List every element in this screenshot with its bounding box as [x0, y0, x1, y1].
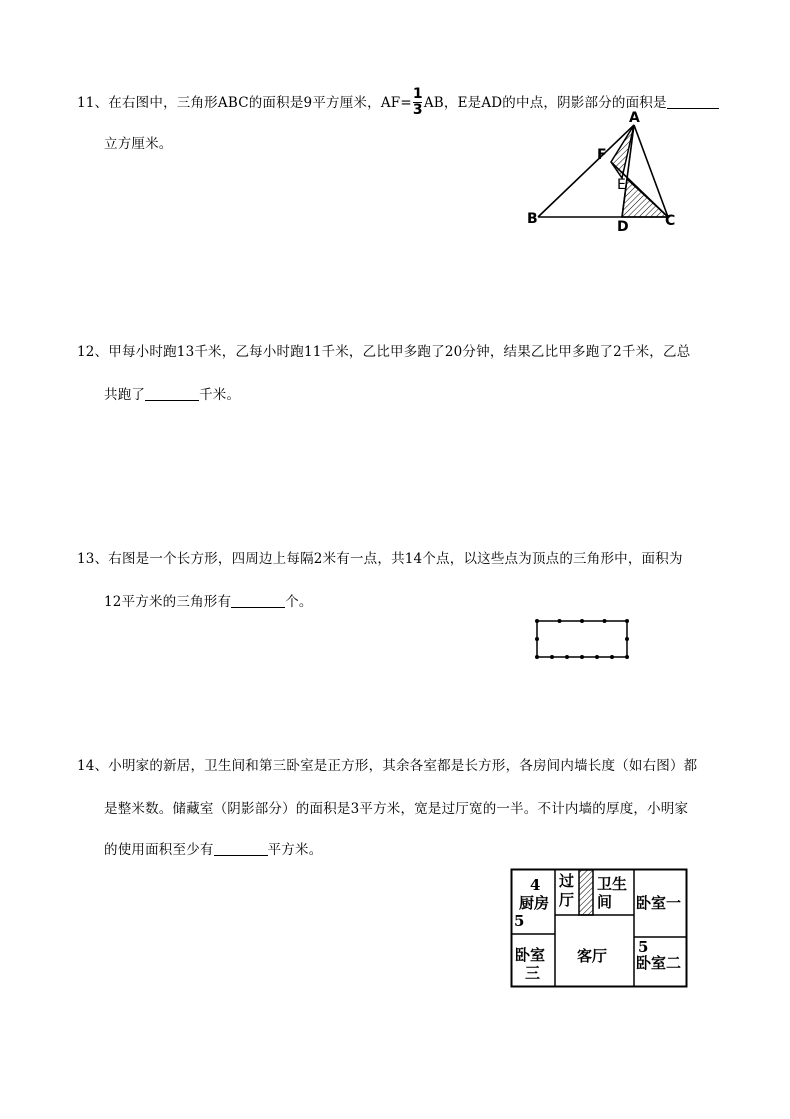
q12-text: 甲每小时跑13千米，乙每小时跑11千米，乙比甲多跑了20分钟，结果乙比甲多跑了2千米，乙总: [108, 344, 691, 360]
q13-dot: [535, 619, 539, 623]
q13-rectangle: [537, 621, 627, 657]
q11-label-d: D: [617, 219, 629, 235]
q13-dot: [625, 655, 629, 659]
q13-dot: [625, 619, 629, 623]
q11-label-a: A: [629, 110, 640, 126]
q13-line2-before: 12平方米的三角形有: [104, 594, 232, 610]
q14-line3: [104, 838, 322, 858]
q13-dot: [610, 655, 614, 659]
q12-answer-blank[interactable]: [145, 386, 199, 401]
q13-dot: [595, 655, 599, 659]
q13-rectangle-figure: [530, 614, 634, 664]
q13-number: 13、: [77, 551, 109, 567]
q14-line1: [77, 754, 697, 774]
q13-dot: [550, 655, 554, 659]
q14-floorplan: [510, 868, 688, 988]
q14-storage-room: [579, 870, 593, 915]
q12-line2: [104, 383, 240, 403]
q14-bathroom-label-1: 卫生: [597, 875, 628, 893]
q13-dot: [580, 619, 584, 623]
q12-line2-after: 千米。: [199, 387, 241, 403]
q14-hall-label-1: 过: [559, 872, 575, 890]
q11-triangle-figure: [525, 110, 685, 235]
q13-line1: [77, 547, 683, 567]
q14-bedroom2-num: 5: [638, 938, 649, 956]
q14-bedroom2-label: 卧室二: [636, 954, 682, 972]
q14-bedroom1-label: 卧室一: [636, 894, 682, 912]
q14-text: 小明家的新居，卫生间和第三卧室是正方形，其余各室都是长方形，各房间内墙长度（如右图）都: [108, 758, 698, 774]
q13-answer-blank[interactable]: [231, 593, 285, 608]
q14-line3-after: 平方米。: [267, 842, 323, 858]
q11-line2: 立方厘米。: [104, 136, 173, 152]
q11-text-before: 在右图中，三角形ABC的面积是9平方厘米，AF=: [108, 95, 412, 111]
q13-dot: [535, 637, 539, 641]
q13-dot: [625, 637, 629, 641]
q14-bedroom3-label-2: 三: [525, 964, 541, 982]
q12-line1: [77, 340, 690, 360]
q11-number: 11、: [77, 95, 109, 111]
q11-frac-num: 1: [412, 86, 423, 102]
q13-line2-after: 个。: [285, 594, 313, 610]
q14-kitchen-num-side: 5: [514, 912, 525, 930]
q14-bathroom-label-2: 间: [597, 893, 613, 911]
q14-number: 14、: [77, 758, 109, 774]
q14-bedroom3-label-1: 卧室: [515, 946, 546, 964]
q14-answer-blank[interactable]: [214, 841, 268, 856]
q14-line2: 是整米数。储藏室（阴影部分）的面积是3平方米，宽是过厅宽的一半。不计内墙的厚度，小明家: [104, 801, 689, 817]
q14-kitchen-num-top: 4: [530, 876, 541, 894]
q11-answer-blank[interactable]: [667, 94, 719, 109]
q11-fraction: [413, 87, 423, 118]
q13-dots: [535, 619, 629, 659]
q11-frac-den: 3: [412, 102, 423, 118]
q11-label-c: C: [665, 213, 676, 229]
q13-dot: [565, 655, 569, 659]
q11-label-f: F: [597, 147, 607, 163]
q11-label-b: B: [527, 211, 538, 227]
q13-dot: [558, 619, 562, 623]
q13-text: 右图是一个长方形，四周边上每隔2米有一点，共14个点，以这些点为顶点的三角形中，面积为: [108, 551, 683, 567]
q11-text-after: AB，E是AD的中点，阴影部分的面积是: [423, 95, 667, 111]
q12-line2-before: 共跑了: [104, 387, 146, 403]
q12-number: 12、: [77, 344, 109, 360]
q11-label-e: E: [617, 177, 626, 193]
q14-line3-before: 的使用面积至少有: [104, 842, 214, 858]
q14-kitchen-label: 厨房: [519, 894, 550, 912]
q13-line2: [104, 590, 313, 610]
q13-dot: [580, 655, 584, 659]
q14-hall-label-2: 厅: [559, 891, 575, 909]
q14-living-room-label: 客厅: [577, 947, 608, 965]
q13-dot: [535, 655, 539, 659]
q13-dot: [603, 619, 607, 623]
